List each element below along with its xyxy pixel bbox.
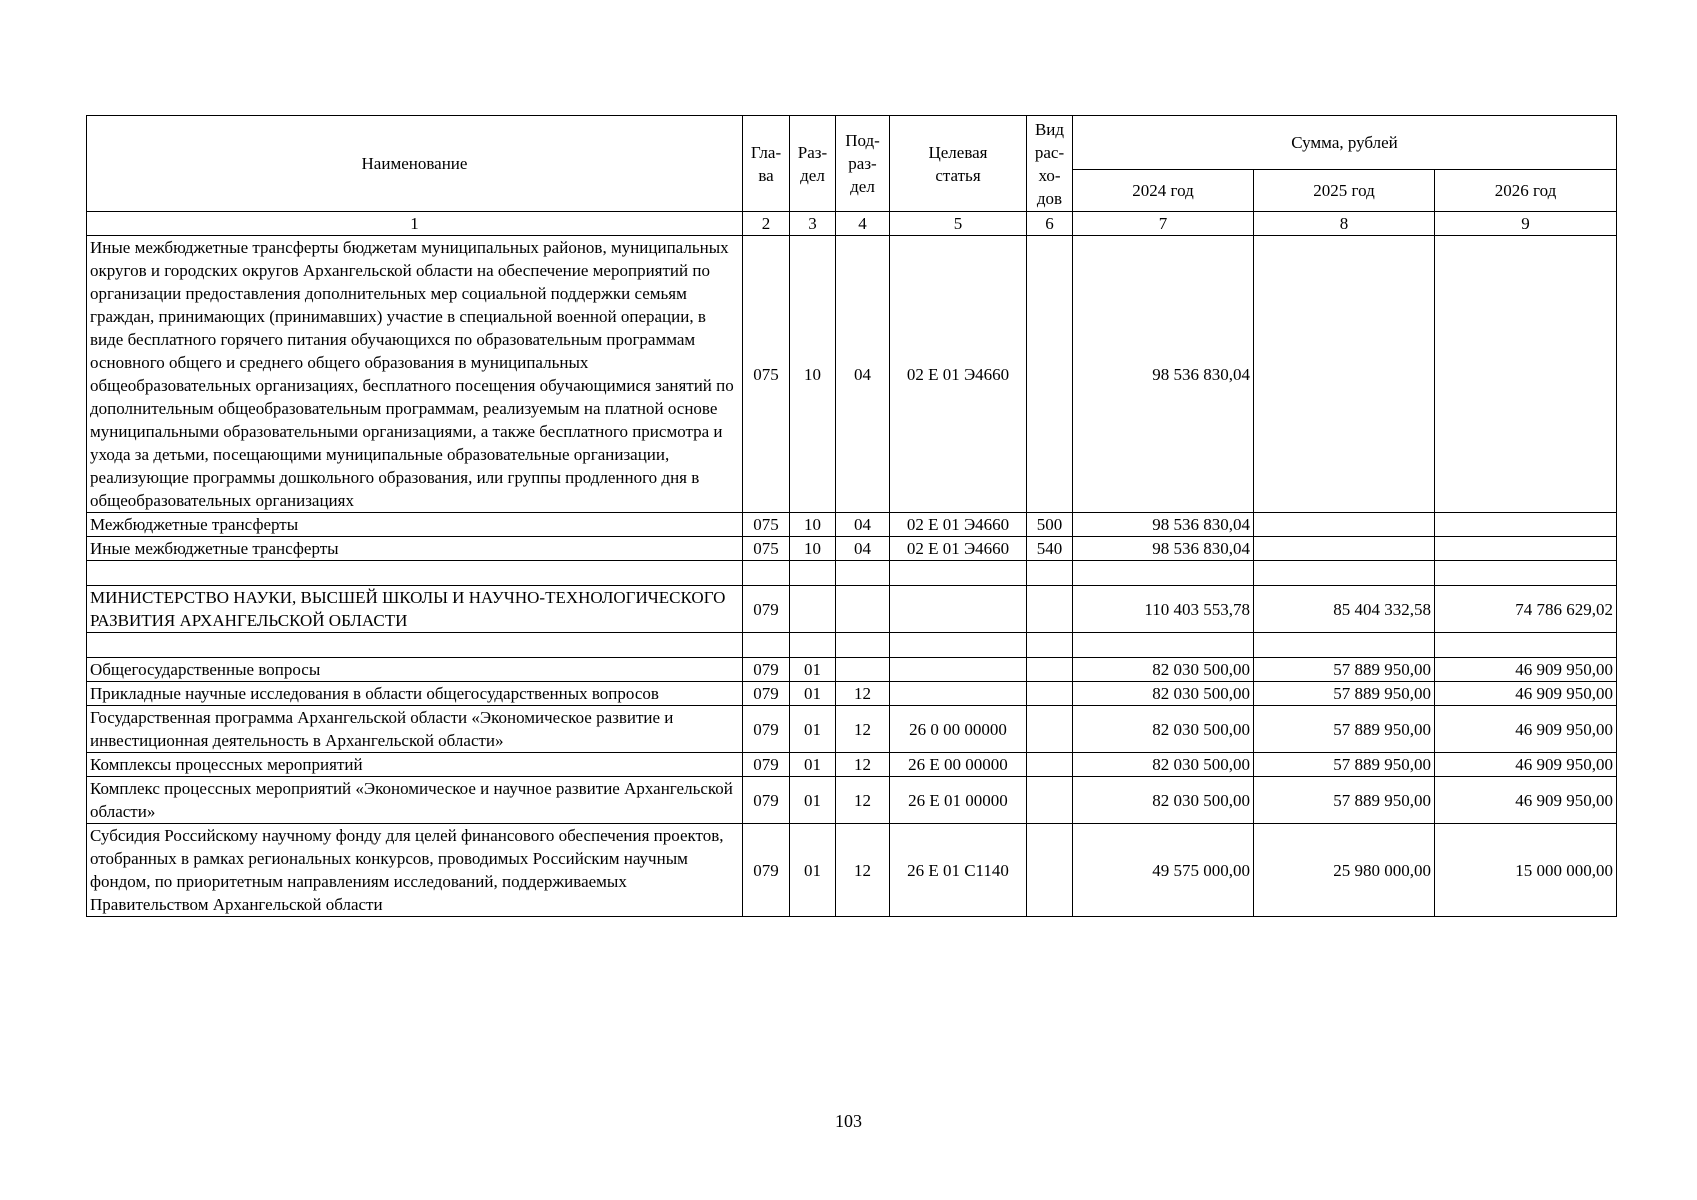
row-2024: 49 575 000,00	[1073, 824, 1254, 917]
row-2025: 85 404 332,58	[1254, 586, 1435, 633]
row-vid	[1027, 824, 1073, 917]
row-2024: 110 403 553,78	[1073, 586, 1254, 633]
row-2026: 46 909 950,00	[1435, 658, 1617, 682]
column-number: 8	[1254, 212, 1435, 236]
row-vid	[1027, 236, 1073, 513]
header-glava: Гла- ва	[743, 116, 790, 212]
row-2024: 82 030 500,00	[1073, 777, 1254, 824]
row-name: Государственная программа Архангельской области «Экономическое развитие и инвестиционная деятельность в Архангельской области»	[87, 706, 743, 753]
table-row	[87, 824, 1617, 917]
row-article: 26 Е 01 С1140	[890, 824, 1027, 917]
row-name: МИНИСТЕРСТВО НАУКИ, ВЫСШЕЙ ШКОЛЫ И НАУЧНО-ТЕХНОЛОГИЧЕСКОГО РАЗВИТИЯ АРХАНГЕЛЬСКОЙ ОБЛАСТИ	[87, 586, 743, 633]
row-podrazdel: 04	[836, 537, 890, 561]
row-article: 02 Е 01 Э4660	[890, 513, 1027, 537]
row-2024: 98 536 830,04	[1073, 513, 1254, 537]
column-number: 2	[743, 212, 790, 236]
row-2025	[1254, 513, 1435, 537]
row-podrazdel	[836, 658, 890, 682]
row-2026: 46 909 950,00	[1435, 753, 1617, 777]
row-podrazdel: 12	[836, 706, 890, 753]
row-glava: 079	[743, 658, 790, 682]
row-name: Иные межбюджетные трансферты бюджетам муниципальных районов, муниципальных округов и городских округов Архангельской области на обеспечение мероприятий по организации предоставления дополнительных мер социальной поддержки семьям граждан, принимающих (принимавших) участие в специальной военной операции, в виде бесплатного горячего питания обучающихся по образовательным программам основного общего и среднего общего образования в муниципальных общеобразовательных организациях, бесплатного посещения обучающимися занятий по дополнительным общеобразовательным программам, реализуемым на платной основе муниципальными образовательными организациями, а также бесплатного присмотра и ухода за детьми, посещающими муниципальные образовательные организации, реализующие программы дошкольного образования, или группы продленного дня в общеобразовательных организациях	[87, 236, 743, 513]
row-2024: 82 030 500,00	[1073, 753, 1254, 777]
row-article: 26 Е 00 00000	[890, 753, 1027, 777]
row-2026: 46 909 950,00	[1435, 706, 1617, 753]
row-glava: 079	[743, 753, 790, 777]
row-razdel: 01	[790, 658, 836, 682]
page-number: 103	[835, 1111, 862, 1131]
row-glava: 079	[743, 682, 790, 706]
table-row	[87, 706, 1617, 753]
row-2024: 82 030 500,00	[1073, 682, 1254, 706]
row-razdel: 10	[790, 513, 836, 537]
row-vid	[1027, 777, 1073, 824]
row-name: Комплекс процессных мероприятий «Экономическое и научное развитие Архангельской области»	[87, 777, 743, 824]
column-number: 5	[890, 212, 1027, 236]
row-2025: 57 889 950,00	[1254, 658, 1435, 682]
row-article: 26 0 00 00000	[890, 706, 1027, 753]
row-glava: 079	[743, 586, 790, 633]
row-vid: 540	[1027, 537, 1073, 561]
row-article: 26 Е 01 00000	[890, 777, 1027, 824]
row-article	[890, 682, 1027, 706]
column-number: 7	[1073, 212, 1254, 236]
row-2026: 46 909 950,00	[1435, 777, 1617, 824]
row-2024: 82 030 500,00	[1073, 706, 1254, 753]
header-podrazdel: Под- раз- дел	[836, 116, 890, 212]
header-razdel: Раз- дел	[790, 116, 836, 212]
row-vid: 500	[1027, 513, 1073, 537]
column-number: 6	[1027, 212, 1073, 236]
column-number: 1	[87, 212, 743, 236]
column-number: 4	[836, 212, 890, 236]
row-podrazdel	[836, 586, 890, 633]
row-2024: 98 536 830,04	[1073, 537, 1254, 561]
column-number: 9	[1435, 212, 1617, 236]
row-2026: 46 909 950,00	[1435, 682, 1617, 706]
row-article: 02 Е 01 Э4660	[890, 236, 1027, 513]
row-podrazdel: 04	[836, 513, 890, 537]
row-article: 02 Е 01 Э4660	[890, 537, 1027, 561]
row-2025: 57 889 950,00	[1254, 777, 1435, 824]
row-glava: 079	[743, 706, 790, 753]
row-podrazdel: 12	[836, 753, 890, 777]
header-2024: 2024 год	[1073, 170, 1254, 212]
row-name: Межбюджетные трансферты	[87, 513, 743, 537]
row-vid	[1027, 586, 1073, 633]
table-row	[87, 236, 1617, 513]
row-glava: 075	[743, 236, 790, 513]
row-razdel	[790, 586, 836, 633]
header-vid: Вид рас- хо- дов	[1027, 116, 1073, 212]
row-vid	[1027, 658, 1073, 682]
row-2024: 82 030 500,00	[1073, 658, 1254, 682]
row-2025: 57 889 950,00	[1254, 753, 1435, 777]
row-glava: 075	[743, 513, 790, 537]
row-article	[890, 586, 1027, 633]
row-razdel: 01	[790, 777, 836, 824]
row-razdel: 10	[790, 236, 836, 513]
table-row	[87, 658, 1617, 682]
table-row	[87, 513, 1617, 537]
row-razdel: 01	[790, 706, 836, 753]
row-2025	[1254, 236, 1435, 513]
row-name: Субсидия Российскому научному фонду для целей финансового обеспечения проектов, отобранных в рамках региональных конкурсов, проводимых Российским научным фондом, по приоритетным направлениям исследований, поддерживаемых Правительством Архангельской области	[87, 824, 743, 917]
table-row	[87, 537, 1617, 561]
row-vid	[1027, 753, 1073, 777]
row-glava: 075	[743, 537, 790, 561]
column-number: 3	[790, 212, 836, 236]
row-2026	[1435, 236, 1617, 513]
header-2025: 2025 год	[1254, 170, 1435, 212]
row-podrazdel: 12	[836, 777, 890, 824]
table-row	[87, 753, 1617, 777]
row-razdel: 01	[790, 824, 836, 917]
row-vid	[1027, 706, 1073, 753]
row-name: Прикладные научные исследования в области общегосударственных вопросов	[87, 682, 743, 706]
row-razdel: 10	[790, 537, 836, 561]
row-podrazdel: 04	[836, 236, 890, 513]
header-article: Целевая статья	[890, 116, 1027, 212]
row-2026	[1435, 513, 1617, 537]
row-2026: 15 000 000,00	[1435, 824, 1617, 917]
table-row	[87, 682, 1617, 706]
row-glava: 079	[743, 777, 790, 824]
budget-table	[86, 115, 1617, 917]
row-2025: 57 889 950,00	[1254, 706, 1435, 753]
row-name: Комплексы процессных мероприятий	[87, 753, 743, 777]
table-row-ministry	[87, 586, 1617, 633]
row-2026: 74 786 629,02	[1435, 586, 1617, 633]
header-sum: Сумма, рублей	[1073, 116, 1617, 170]
row-glava: 079	[743, 824, 790, 917]
row-podrazdel: 12	[836, 682, 890, 706]
row-article	[890, 658, 1027, 682]
spacer-row	[87, 561, 1617, 586]
row-2025: 25 980 000,00	[1254, 824, 1435, 917]
column-number-row	[87, 212, 1617, 236]
row-vid	[1027, 682, 1073, 706]
row-razdel: 01	[790, 682, 836, 706]
table-row	[87, 777, 1617, 824]
row-2024: 98 536 830,04	[1073, 236, 1254, 513]
spacer-row	[87, 633, 1617, 658]
header-2026: 2026 год	[1435, 170, 1617, 212]
row-razdel: 01	[790, 753, 836, 777]
row-2026	[1435, 537, 1617, 561]
row-2025	[1254, 537, 1435, 561]
row-podrazdel: 12	[836, 824, 890, 917]
row-name: Общегосударственные вопросы	[87, 658, 743, 682]
row-name: Иные межбюджетные трансферты	[87, 537, 743, 561]
row-2025: 57 889 950,00	[1254, 682, 1435, 706]
header-name: Наименование	[87, 116, 743, 212]
